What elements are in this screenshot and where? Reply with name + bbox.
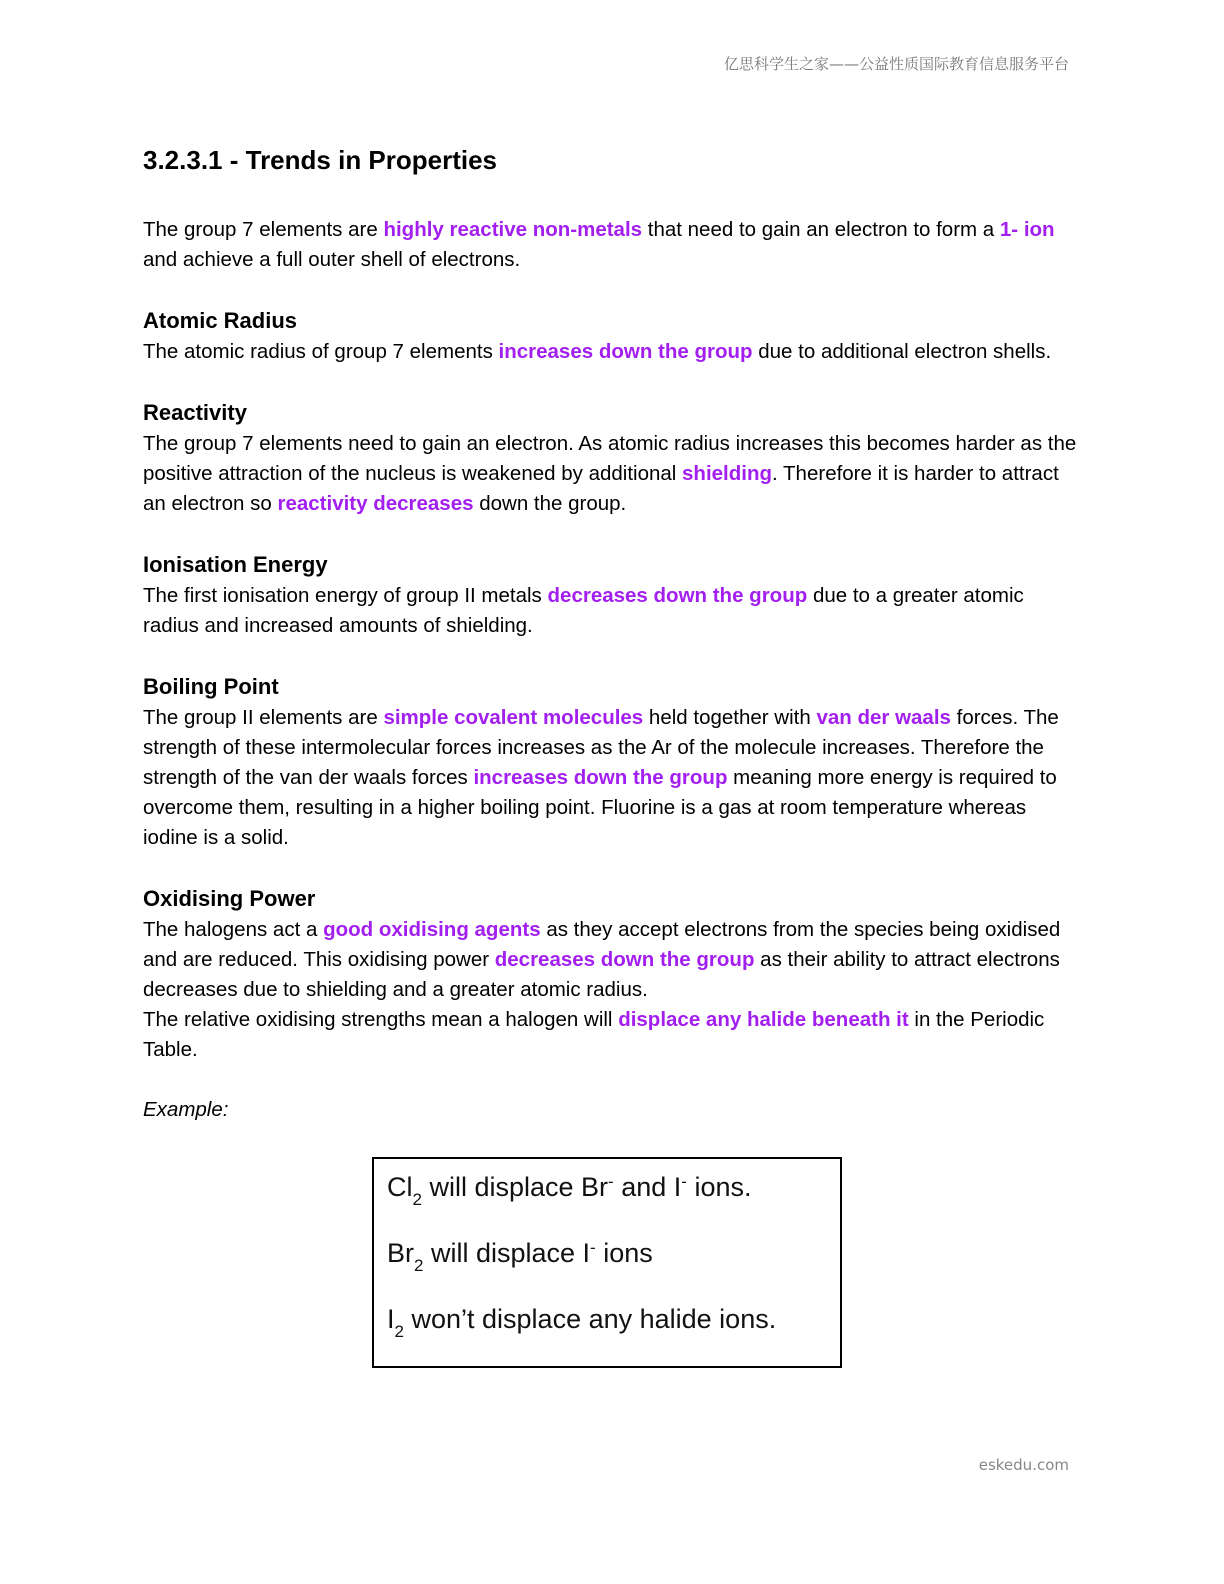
example-line-bromine: $Br_2$ will displace I- ions: [387, 1238, 653, 1275]
section-paragraph: The group 7 elements need to gain an electron. As atomic radius increases this becomes harder as the positive attraction of the nucleus is weakened by additional shielding. Therefore it is harder to attract an electron so reactivity decreases down the group.: [143, 432, 1077, 515]
example-label: Example:: [143, 1098, 229, 1121]
example-box: [372, 1157, 842, 1368]
section-reactivity: [143, 397, 1083, 519]
footer-note: eskedu.com: [978, 1456, 1069, 1474]
section-paragraph: The group II elements are simple covalent molecules held together with van der waals forces. The strength of these intermolecular forces increases as the Ar of the molecule increases. Therefore the strength of the van der waals forces increases down the group meaning more energy is required to overcome them, resulting in a higher boiling point. Fluorine is a gas at room temperature whereas iodine is a solid.: [143, 706, 1059, 849]
section-atomic-radius: [143, 305, 1083, 367]
intro-paragraph: The group 7 elements are highly reactive non-metals that need to gain an electron to form a 1- ion and achieve a full outer shell of electrons.: [143, 218, 1055, 271]
section-paragraph: The atomic radius of group 7 elements increases down the group due to additional electron shells.: [143, 340, 1052, 363]
section-paragraph: The relative oxidising strengths mean a halogen will displace any halide beneath it in the Periodic Table.: [143, 1008, 1045, 1061]
section-heading: Atomic Radius: [143, 308, 298, 333]
section-heading: Ionisation Energy: [143, 552, 328, 577]
section-paragraph: The first ionisation energy of group II metals decreases down the group due to a greater atomic radius and increased amounts of shielding.: [143, 584, 1024, 637]
section-ionisation-energy: [143, 549, 1083, 641]
section-heading: Reactivity: [143, 400, 247, 425]
document-content: [143, 140, 1083, 1125]
section-paragraph: The halogens act a good oxidising agents as they accept electrons from the species being oxidised and are reduced. This oxidising power decreases down the group as their ability to attract electrons decreases due to shielding and a greater atomic radius.: [143, 918, 1061, 1001]
section-boiling-point: [143, 671, 1083, 853]
example-line-chlorine: $Cl_2$ will displace Br- and I- ions.: [387, 1172, 752, 1209]
section-oxidising-power: [143, 883, 1083, 1065]
section-heading: Boiling Point: [143, 674, 279, 699]
header-note: 亿思科学生之家——公益性质国际教育信息服务平台: [723, 55, 1069, 73]
section-heading: Oxidising Power: [143, 886, 316, 911]
example-line-iodine: $I_2$ won’t displace any halide ions.: [387, 1304, 777, 1341]
page-title: 3.2.3.1 - Trends in Properties: [143, 145, 498, 175]
